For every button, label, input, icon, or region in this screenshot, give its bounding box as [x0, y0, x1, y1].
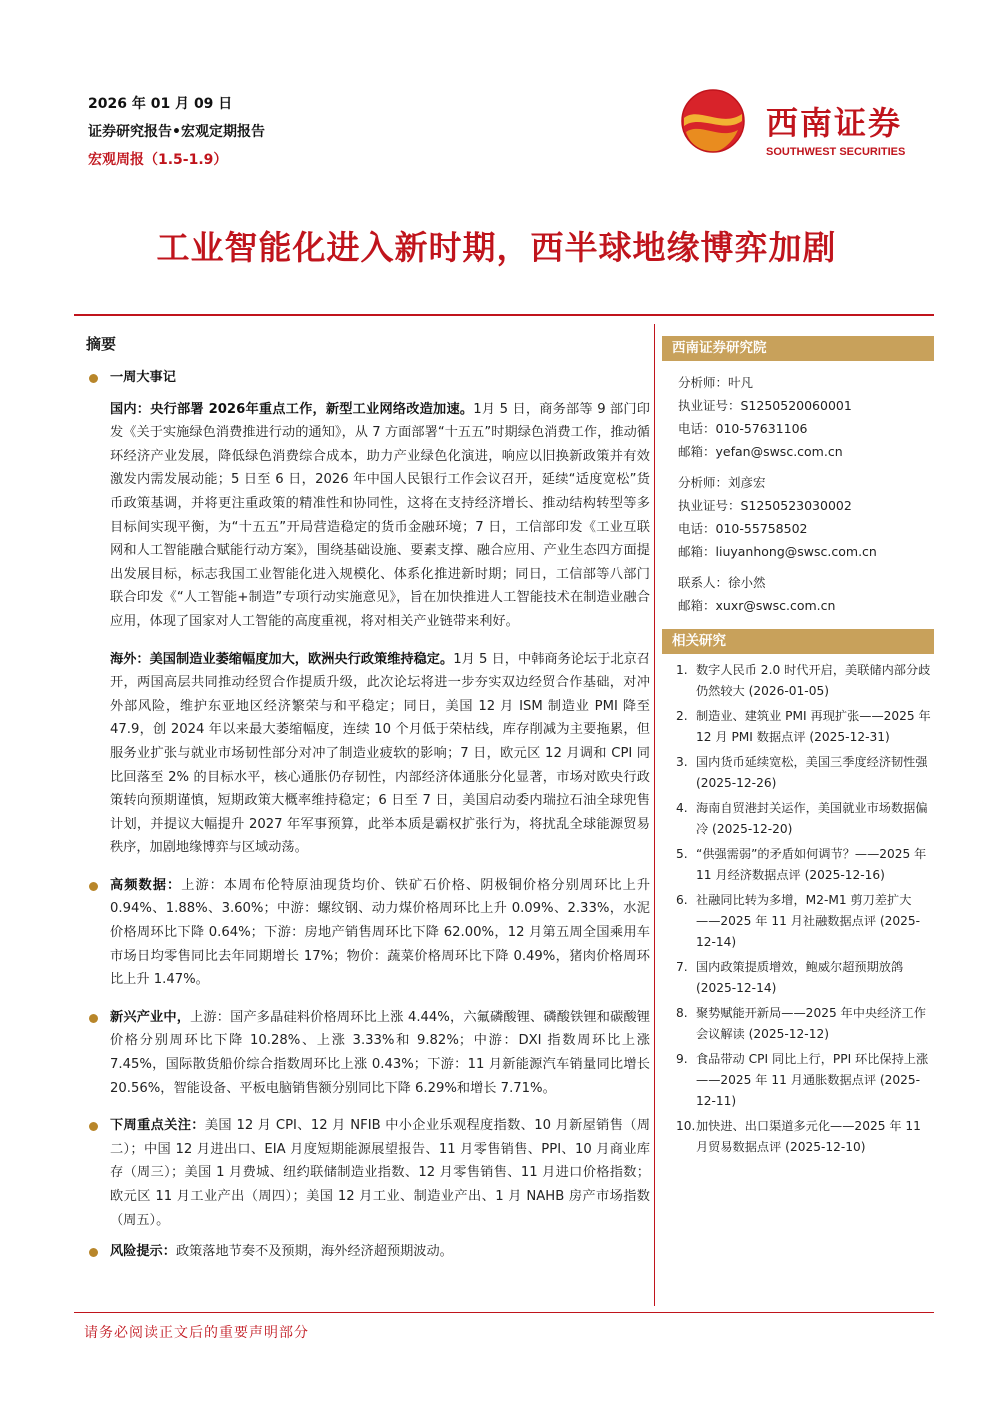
footer-divider [74, 1312, 934, 1313]
related-item-number: 10. [676, 1119, 696, 1133]
related-item-text: “供强需弱”的矛盾如何调节？——2025 年 11 月经济数据点评 (2025-12-16) [696, 847, 927, 882]
related-research-list [662, 660, 934, 1158]
bullet-icon [89, 374, 98, 383]
overseas-text: 1月 5 日，中韩商务论坛于北京召开，两国高层共同推动经贸合作提质升级，此次论坛将进一步夯实双边经贸合作基础，对冲外部风险，维护东亚地区经济繁荣与和平稳定；同日，美国 12 月 ISM 制造业 PMI 降至 47.9，创 2024 年以来最大萎缩幅度，连续 10 个月低于荣枯线，库存削减为主要拖累，但服务业扩张与就业市场韧性部分对冲了制造业疲软的影响；7 日，欧元区 12 月调和 CPI 同比回落至 2% 的目标水平，核心通胀仍存韧性，内部经济体通胀分化显著，市场对欧央行政策转向预期谨慎，短期政策大概率维持稳定；6 日至 7 日，美国启动委内瑞拉石油全球兜售计划，并提议大幅提升 2027 年军事预算，此举本质是霸权扩张行为，将扰乱全球能源贸易秩序，加剧地缘博弈与区域动荡。 [110, 651, 650, 856]
new-industries [84, 1006, 650, 1100]
related-item-text: 社融同比转为多增，M2-M1 剪刀差扩大——2025 年 11 月社融数据点评 (2025-12-14) [696, 893, 921, 949]
analyst2-cert: 执业证号：S1250523030002 [678, 498, 852, 513]
analyst1-cert: 执业证号：S1250520060001 [678, 398, 852, 413]
sun-logo-icon [680, 88, 746, 154]
column-divider [654, 324, 655, 1306]
risk-text: 政策落地节奏不及预期，海外经济超预期波动。 [175, 1244, 453, 1260]
bullet-icon [89, 882, 98, 891]
related-item-number: 4. [676, 801, 688, 815]
related-item-text: 海南自贸港封关运作，美国就业市场数据偏冷 (2025-12-20) [696, 801, 928, 836]
related-item-text: 数字人民币 2.0 时代开启，美联储内部分歧仍然较大 (2026-01-05) [696, 663, 931, 698]
report-header [88, 90, 265, 174]
high-frequency-data [84, 874, 650, 992]
overseas-heading: 海外：美国制造业萎缩幅度加大，欧洲央行政策维持稳定。 [110, 651, 454, 667]
nw-heading: 下周重点关注： [110, 1118, 205, 1134]
analyst1-tel: 电话：010-57631106 [678, 421, 808, 436]
related-item-number: 8. [676, 1006, 688, 1020]
report-category: 证券研究报告•宏观定期报告 [88, 124, 265, 140]
related-item-number: 5. [676, 847, 688, 861]
related-item[interactable] [676, 890, 934, 953]
related-item[interactable] [676, 844, 934, 886]
related-item-number: 6. [676, 893, 688, 907]
related-item[interactable] [676, 706, 934, 748]
ni-text: 上游：国产多晶硅料价格周环比上涨 4.44%，六氟磷酸锂、磷酸铁锂和碳酸锂价格分别周环比下降 10.28%、上涨 3.33%和 9.82%；中游：DXI 指数周环比上涨 7.45%，国际散货船价综合指数周环比上涨 0.43%；下游：11 月新能源汽车销量同比增长 20.56%，智能设备、平板电脑销售额分别同比下降 6.29%和增长 7.71%。 [110, 1009, 650, 1096]
related-item[interactable] [676, 1003, 934, 1045]
footer-disclaimer: 请务必阅读正文后的重要声明部分 [84, 1325, 309, 1341]
related-item[interactable] [676, 957, 934, 999]
risk-heading: 风险提示： [110, 1244, 176, 1260]
logo-chinese-name: 西南证券 [766, 104, 903, 142]
related-item-text: 聚势赋能开新局——2025 年中央经济工作会议解读 (2025-12-12) [696, 1006, 926, 1041]
domestic-heading: 国内：央行部署 2026年重点工作，新型工业网络改造加速。 [110, 401, 474, 417]
analyst1-email[interactable]: 邮箱：yefan@swsc.com.cn [678, 444, 843, 459]
report-title: 工业智能化进入新时期，西半球地缘博弈加剧 [156, 228, 837, 267]
analyst2-tel: 电话：010-55758502 [678, 521, 808, 536]
risk-warning [84, 1240, 650, 1264]
related-item-number: 9. [676, 1052, 688, 1066]
domestic-paragraph [84, 398, 650, 634]
bullet-icon [89, 1122, 98, 1131]
summary-column [84, 328, 650, 1264]
analyst-info [662, 371, 934, 617]
related-item-text: 加快进、出口渠道多元化——2025 年 11 月贸易数据点评 (2025-12-10) [696, 1119, 921, 1154]
hf-heading: 高频数据： [110, 877, 182, 893]
related-item-number: 2. [676, 709, 688, 723]
related-item-number: 3. [676, 755, 688, 769]
summary-heading: 摘要 [86, 335, 117, 353]
nw-text: 美国 12 月 CPI、12 月 NFIB 中小企业乐观程度指数、10 月新屋销售（周二）；中国 12 月进出口、EIA 月度短期能源展望报告、11 月零售销售、PPI、10 月商业库存（周三）；美国 1 月费城、纽约联储制造业指数、12 月零售销售、11 月进口价格指数；欧元区 11 月工业产出（周四）；美国 12 月工业、制造业产出、1 月 NAHB 房产市场指数（周五）。 [110, 1118, 651, 1228]
related-item[interactable] [676, 1049, 934, 1112]
related-item-text: 食品带动 CPI 同比上行，PPI 环比保持上涨——2025 年 11 月通胀数据点评 (2025-12-11) [696, 1052, 929, 1108]
analyst1-name: 分析师：叶凡 [678, 375, 754, 390]
related-item-text: 制造业、建筑业 PMI 再现扩张——2025 年 12 月 PMI 数据点评 (2025-12-31) [696, 709, 931, 744]
related-item-number: 7. [676, 960, 688, 974]
related-item-number: 1. [676, 663, 688, 677]
institute-bar: 西南证券研究院 [662, 336, 934, 361]
related-research-bar: 相关研究 [662, 629, 934, 654]
bullet-icon [89, 1014, 98, 1023]
analyst2-email[interactable]: 邮箱：liuyanhong@swsc.com.cn [678, 544, 877, 559]
contact-name: 联系人：徐小然 [678, 575, 766, 590]
title-divider [74, 314, 934, 316]
section-weekly-events [84, 366, 650, 390]
related-item[interactable] [676, 798, 934, 840]
company-logo [680, 88, 930, 168]
related-item[interactable] [676, 1116, 934, 1158]
bullet-icon [89, 1248, 98, 1257]
overseas-paragraph [84, 648, 650, 860]
sidebar [662, 336, 934, 1162]
ni-heading: 新兴产业中， [110, 1009, 191, 1025]
section-title: 一周大事记 [110, 370, 176, 385]
hf-text: 上游：本周布伦特原油现货均价、铁矿石价格、阴极铜价格分别周环比上升 0.94%、1.88%、3.60%；中游：螺纹钢、动力煤价格周环比上升 0.09%、2.33%，水泥价格周环比下降 0.64%；下游：房地产销售周环比下降 62.00%，12 月第五周全国乘用车市场日均零售同比去年同期增长 17%；物价：蔬菜价格周环比下降 0.49%，猪肉价格周环比上升 1.47%。 [110, 877, 651, 988]
domestic-text: 1月 5 日，商务部等 9 部门印发《关于实施绿色消费推进行动的通知》，从 7 方面部署“十五五”时期绿色消费工作，推动循环经济产业发展，降低绿色消费综合成本，助力产业绿色化演进，响应以旧换新政策并有效激发内需发展动能；5 日至 6 日，2026 年中国人民银行工作会议召开，延续“适度宽松”货币政策基调，并将更注重政策的精准性和协同性，这将在支持经济增长、推动结构转型等多目标间实现平衡，为“十五五”开局营造稳定的货币金融环境；7 日，工信部印发《工业互联网和人工智能融合赋能行动方案》，围绕基础设施、要素支撑、融合应用、产业生态四方面提出发展目标，标志我国工业智能化进入规模化、体系化推进新时期；同日，工信部等八部门联合印发《“人工智能+制造”专项行动实施意见》，旨在加快推进人工智能技术在制造业融合应用，体现了国家对人工智能的高度重视，将对相关产业链带来利好。 [110, 401, 650, 629]
contact-email[interactable]: 邮箱：xuxr@swsc.com.cn [678, 598, 836, 613]
report-date: 2026 年 01 月 09 日 [88, 96, 233, 112]
report-series: 宏观周报（1.5-1.9） [88, 152, 228, 168]
next-week-focus [84, 1114, 650, 1232]
logo-english-name: SOUTHWEST SECURITIES [766, 146, 906, 158]
analyst2-name: 分析师：刘彦宏 [678, 475, 766, 490]
related-item[interactable] [676, 660, 934, 702]
related-item[interactable] [676, 752, 934, 794]
related-item-text: 国内货币延续宽松，美国三季度经济韧性强 (2025-12-26) [696, 755, 928, 790]
related-item-text: 国内政策提质增效，鲍威尔超预期放鸽 (2025-12-14) [696, 960, 904, 995]
